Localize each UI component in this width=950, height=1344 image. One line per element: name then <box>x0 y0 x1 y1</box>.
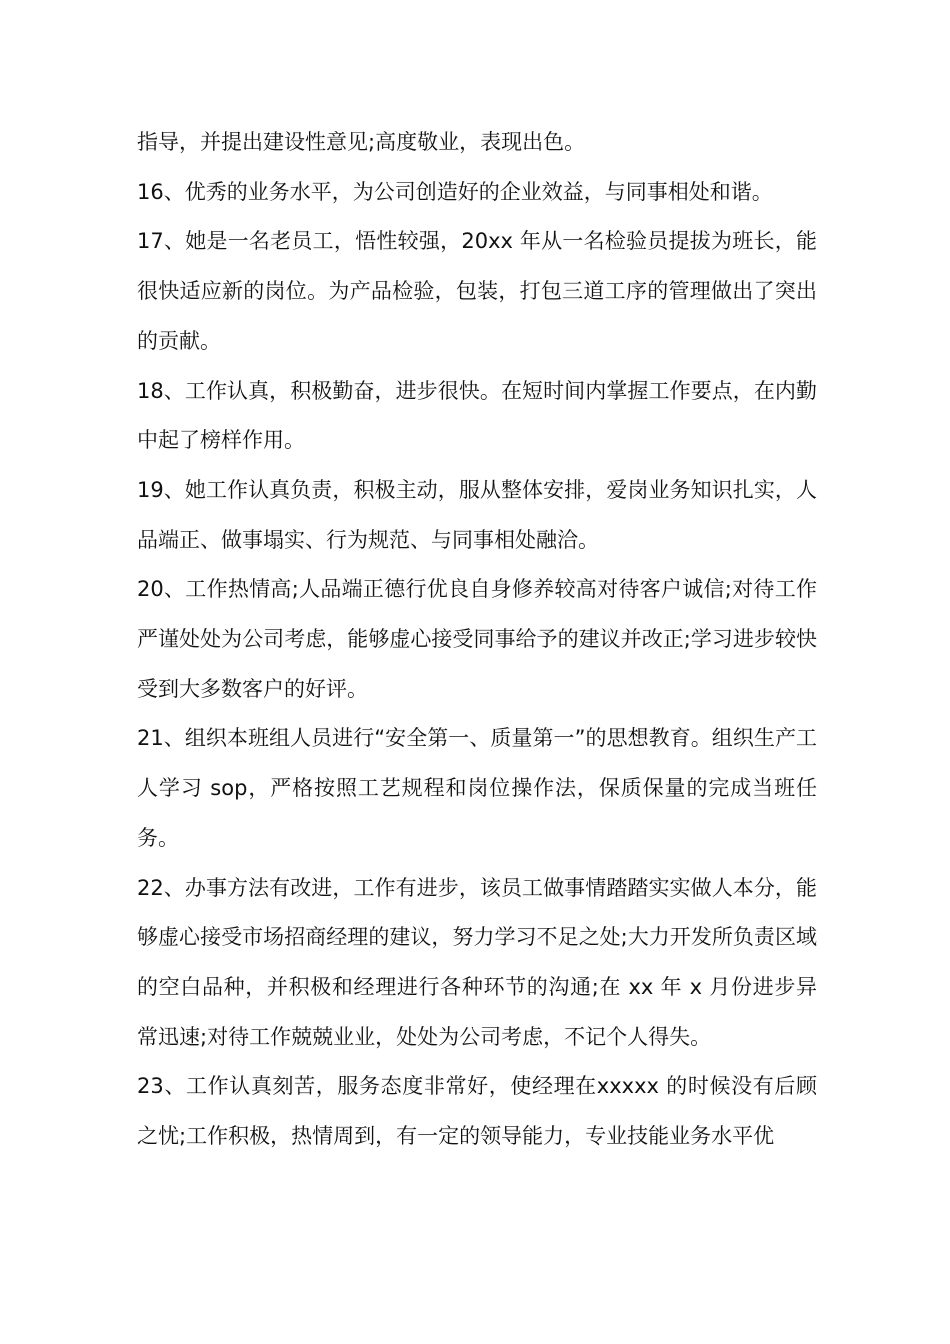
paragraph-19: 19、她工作认真负责，积极主动，服从整体安排，爱岗业务知识扎实，人品端正、做事塌实、行为规范、与同事相处融洽。 <box>137 477 817 552</box>
paragraph-23: 23、工作认真刻苦，服务态度非常好，使经理在xxxxx 的时候没有后顾之忧;工作积极，热情周到，有一定的领导能力，专业技能业务水平优 <box>137 1074 817 1149</box>
document-body <box>137 118 817 1162</box>
paragraph-16: 16、优秀的业务水平，为公司创造好的企业效益，与同事相处和谐。 <box>137 179 773 204</box>
paragraph-22: 22、办事方法有改进，工作有进步，该员工做事情踏踏实实做人本分，能够虚心接受市场招商经理的建议，努力学习不足之处;大力开发所负责区域的空白品种，并积极和经理进行各种环节的沟通;在 xx 年 x 月份进步异常迅速;对待工作兢兢业业，处处为公司考虑，不记个人得失。 <box>137 875 817 1049</box>
paragraph-21: 21、组织本班组人员进行“安全第一、质量第一”的思想教育。组织生产工人学习 sop，严格按照工艺规程和岗位操作法，保质保量的完成当班任务。 <box>137 726 817 850</box>
paragraph-20: 20、工作热情高;人品端正德行优良自身修养较高对待客户诚信;对待工作严谨处处为公司考虑，能够虚心接受同事给予的建议并改正;学习进步较快受到大多数客户的好评。 <box>137 577 817 701</box>
paragraph-continuation: 指导，并提出建设性意见;高度敬业，表现出色。 <box>137 130 586 154</box>
paragraph-18: 18、工作认真，积极勤奋，进步很快。在短时间内掌握工作要点，在内勤中起了榜样作用。 <box>137 378 817 453</box>
paragraph-17: 17、她是一名老员工，悟性较强，20xx 年从一名检验员提拔为班长，能很快适应新的岗位。为产品检验，包装，打包三道工序的管理做出了突出的贡献。 <box>137 229 817 353</box>
